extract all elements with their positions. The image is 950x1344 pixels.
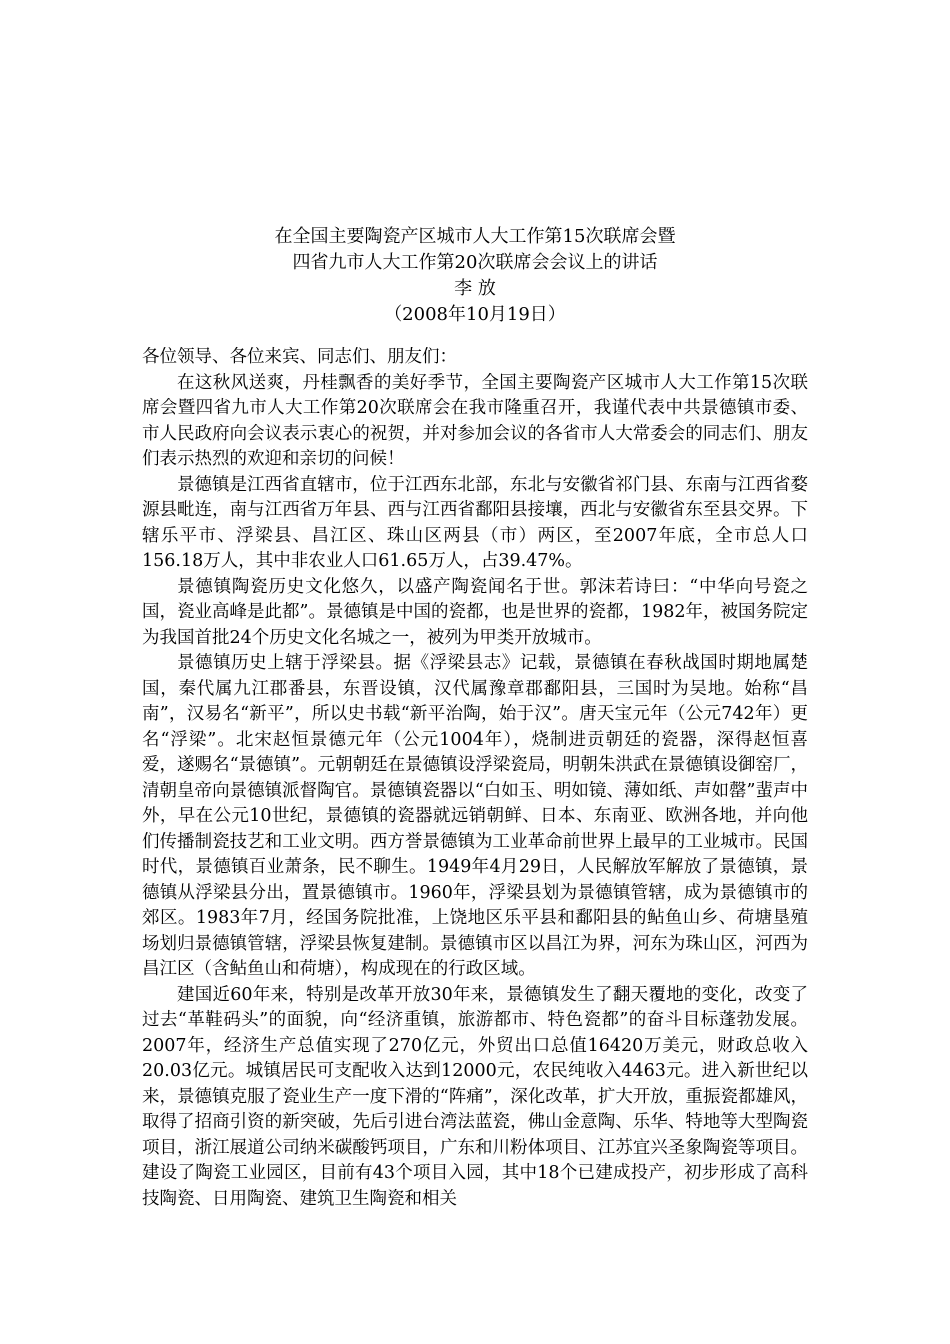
document-body	[142, 345, 808, 1212]
document-title-line-2: 四省九市人大工作第20次联席会会议上的讲话	[292, 252, 658, 273]
paragraph-4: 景德镇历史上辖于浮梁县。据《浮梁县志》记载，景德镇在春秋战国时期地属楚国，秦代属九江郡番县，东晋设镇，汉代属豫章郡鄱阳县，三国时为吴地。始称“昌南”，汉易名“新平”，所以史书载“新平治陶，始于汉”。唐天宝元年（公元742年）更名“浮梁”。北宋赵恒景德元年（公元1004年），烧制进贡朝廷的瓷器，深得赵恒喜爱，遂赐名“景德镇”。元朝朝廷在景德镇设浮梁瓷局，明朝朱洪武在景德镇设御窑厂，清朝皇帝向景德镇派督陶官。景德镇瓷器以“白如玉、明如镜、薄如纸、声如罄”蜚声中外，早在公元10世纪，景德镇的瓷器就远销朝鲜、日本、东南亚、欧洲各地，并向他们传播制瓷技艺和工业文明。西方誉景德镇为工业革命前世界上最早的工业城市。民国时代，景德镇百业萧条，民不聊生。1949年4月29日，人民解放军解放了景德镇，景德镇从浮梁县分出，置景德镇市。1960年，浮梁县划为景德镇管辖，成为景德镇市的郊区。1983年7月，经国务院批准，上饶地区乐平县和鄱阳县的鲇鱼山乡、荷塘垦殖场划归景德镇管辖，浮梁县恢复建制。景德镇市区以昌江为界，河东为珠山区，河西为昌江区（含鲇鱼山和荷塘），构成现在的行政区域。	[142, 653, 808, 979]
salutation: 各位领导、各位来宾、同志们、朋友们：	[142, 347, 457, 367]
paragraph-5: 建国近60年来，特别是改革开放30年来，景德镇发生了翻天覆地的变化，改变了过去“革鞋码头”的面貌，向“经济重镇，旅游都市、特色瓷都”的奋斗目标蓬勃发展。2007年，经济生产总值实现了270亿元，外贸出口总值16420万美元，财政总收入20.03亿元。城镇居民可支配收入达到12000元，农民纯收入4463元。进入新世纪以来，景德镇克服了瓷业生产一度下滑的“阵痛”，深化改革，扩大开放，重振瓷都雄风，取得了招商引资的新突破，先后引进台湾法蓝瓷，佛山金意陶、乐华、特地等大型陶瓷项目，浙江展道公司纳米碳酸钙项目，广东和川粉体项目、江苏宜兴圣象陶瓷等项目。建设了陶瓷工业园区，目前有43个项目入园，其中18个已建成投产，初步形成了高科技陶瓷、日用陶瓷、建筑卫生陶瓷和相关	[142, 984, 808, 1209]
document-header	[0, 224, 950, 328]
paragraph-3: 景德镇陶瓷历史文化悠久，以盛产陶瓷闻名于世。郭沫若诗曰：“中华向号瓷之国，瓷业高峰是此都”。景德镇是中国的瓷都，也是世界的瓷都，1982年，被国务院定为我国首批24个历史文化名城之一，被列为甲类开放城市。	[142, 576, 808, 648]
document-title-line-1: 在全国主要陶瓷产区城市人大工作第15次联席会暨	[274, 226, 676, 247]
paragraph-2: 景德镇是江西省直辖市，位于江西东北部，东北与安徽省祁门县、东南与江西省婺源县毗连，南与江西省万年县、西与江西省鄱阳县接壤，西北与安徽省东至县交界。下辖乐平市、浮梁县、昌江区、珠山区两县（市）两区，至2007年底，全市总人口156.18万人，其中非农业人口61.65万人，占39.47%。	[142, 474, 808, 571]
document-date: （2008年10月19日）	[384, 304, 566, 325]
paragraph-1: 在这秋风送爽，丹桂飘香的美好季节，全国主要陶瓷产区城市人大工作第15次联席会暨四省九市人大工作第20次联席会在我市隆重召开，我谨代表中共景德镇市委、市人民政府向会议表示衷心的祝贺，并对参加会议的各省市人大常委会的同志们、朋友们表示热烈的欢迎和亲切的问候！	[142, 372, 808, 469]
document-author: 李 放	[454, 278, 496, 299]
